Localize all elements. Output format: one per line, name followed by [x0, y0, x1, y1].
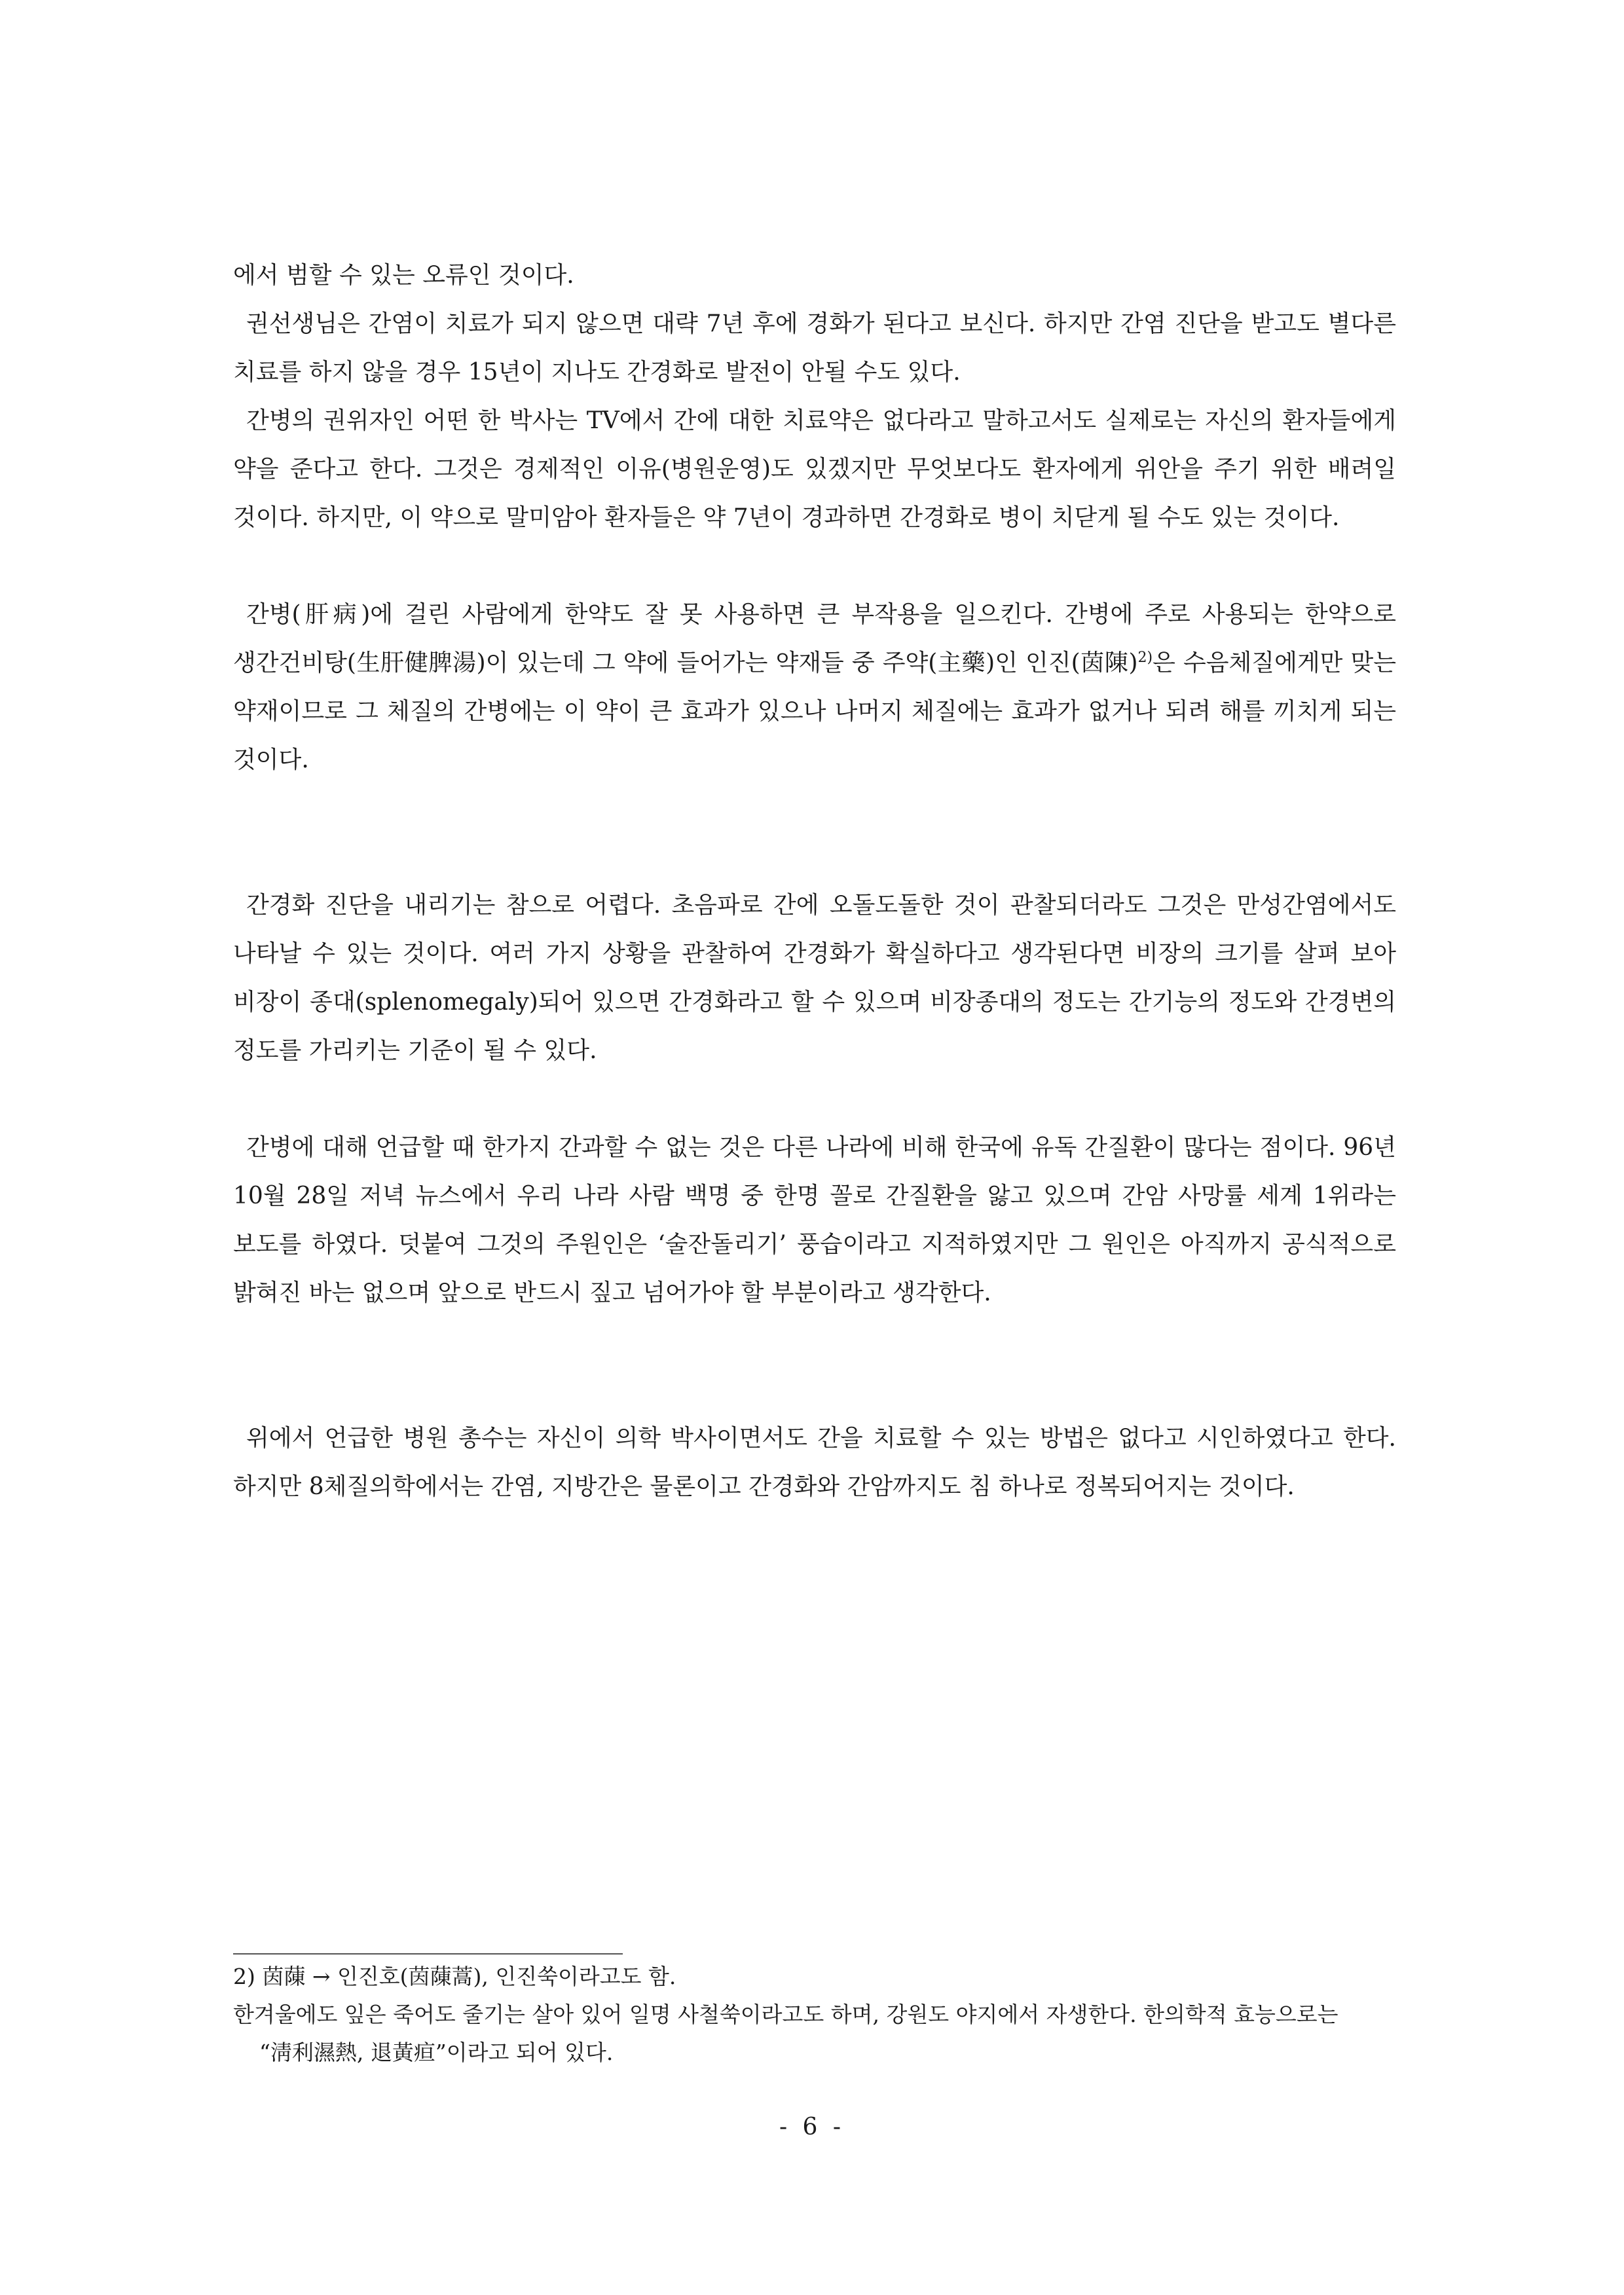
paragraph-gap	[233, 542, 1396, 591]
paragraph-herbal-medicine	[233, 591, 1396, 784]
paragraph-continued: 에서 범할 수 있는 오류인 것이다.	[233, 262, 574, 289]
paragraph-cirrhosis-diagnosis: 간경화 진단을 내리기는 참으로 어렵다. 초음파로 간에 오돌도돌한 것이 관찰되더라도 그것은 만성간염에서도 나타날 수 있는 것이다. 여러 가지 상황을 관찰하여 간경화가 확실하다고 생각된다면 비장의 크기를 살펴 보아 비장이 종대(splenomegaly)되어 있으면 간경화라고 할 수 있으며 비장종대의 정도는 간기능의 정도와 간경변의 정도를 가리키는 기준이 될 수 있다.	[233, 892, 1396, 1064]
footnote-reference: 2)	[1137, 650, 1153, 666]
paragraph-hepatitis-progression: 권선생님은 간염이 치료가 되지 않으면 대략 7년 후에 경화가 된다고 보신다. 하지만 간염 진단을 받고도 별다른 치료를 하지 않을 경우 15년이 지나도 간경화로 발전이 안될 수도 있다.	[233, 310, 1396, 386]
footnote-separator	[233, 1953, 623, 1955]
paragraph-herbal-text-after: 은 수음체질에게만 맞는 약재이므로 그 체질의 간병에는 이 약이 큰 효과가 있으나 나머지 체질에는 효과가 없거나 되려 해를 끼치게 되는 것이다.	[233, 650, 1397, 773]
paragraph-herbal-text-before: 간병(肝病)에 걸린 사람에게 한약도 잘 못 사용하면 큰 부작용을 일으킨다. 간병에 주로 사용되는 한약으로 생간건비탕(生肝健脾湯)이 있는데 그 약에 들어가는 약재들 중 주약(主藥)인 인진(茵陳)	[233, 601, 1396, 676]
paragraph-gap	[233, 1075, 1396, 1124]
paragraph-eight-constitution: 위에서 언급한 병원 총수는 자신이 의학 박사이면서도 간을 치료할 수 있는 방법은 없다고 시인하였다고 한다. 하지만 8체질의학에서는 간염, 지방간은 물론이고 간경화와 간암까지도 침 하나로 정복되어지는 것이다.	[233, 1425, 1396, 1500]
body-text	[233, 251, 1396, 1511]
footnote-2: 2) 茵蔯 → 인진호(茵蔯蒿), 인진쑥이라고도 함.	[233, 1964, 676, 1989]
paragraph-gap	[233, 784, 1396, 881]
page-number: - 6 -	[779, 2114, 845, 2140]
paragraph-korea-liver-disease: 간병에 대해 언급할 때 한가지 간과할 수 없는 것은 다른 나라에 비해 한국에 유독 간질환이 많다는 점이다. 96년 10월 28일 저녁 뉴스에서 우리 나라 사람 백명 중 한명 꼴로 간질환을 앓고 있으며 간암 사망률 세계 1위라는 보도를 하였다. 덧붙여 그것의 주원인은 ‘술잔돌리기’ 풍습이라고 지적하였지만 그 원인은 아직까지 공식적으로 밝혀진 바는 없으며 앞으로 반드시 짚고 넘어가야 할 부분이라고 생각한다.	[233, 1134, 1396, 1306]
footnotes	[233, 1958, 1396, 2072]
footnote-2-detail: 한겨울에도 잎은 죽어도 줄기는 살아 있어 일명 사철쑥이라고도 하며, 강원도 야지에서 자생한다. 한의학적 효능으로는 “淸利濕熱, 退黃疸”이라고 되어 있다.	[233, 2002, 1338, 2065]
paragraph-liver-expert: 간병의 권위자인 어떤 한 박사는 TV에서 간에 대한 치료약은 없다라고 말하고서도 실제로는 자신의 환자들에게 약을 준다고 한다. 그것은 경제적인 이유(병원운영)도 있겠지만 무엇보다도 환자에게 위안을 주기 위한 배려일 것이다. 하지만, 이 약으로 말미암아 환자들은 약 7년이 경과하면 간경화로 병이 치닫게 될 수도 있는 것이다.	[233, 407, 1396, 531]
paragraph-gap	[233, 1317, 1396, 1414]
